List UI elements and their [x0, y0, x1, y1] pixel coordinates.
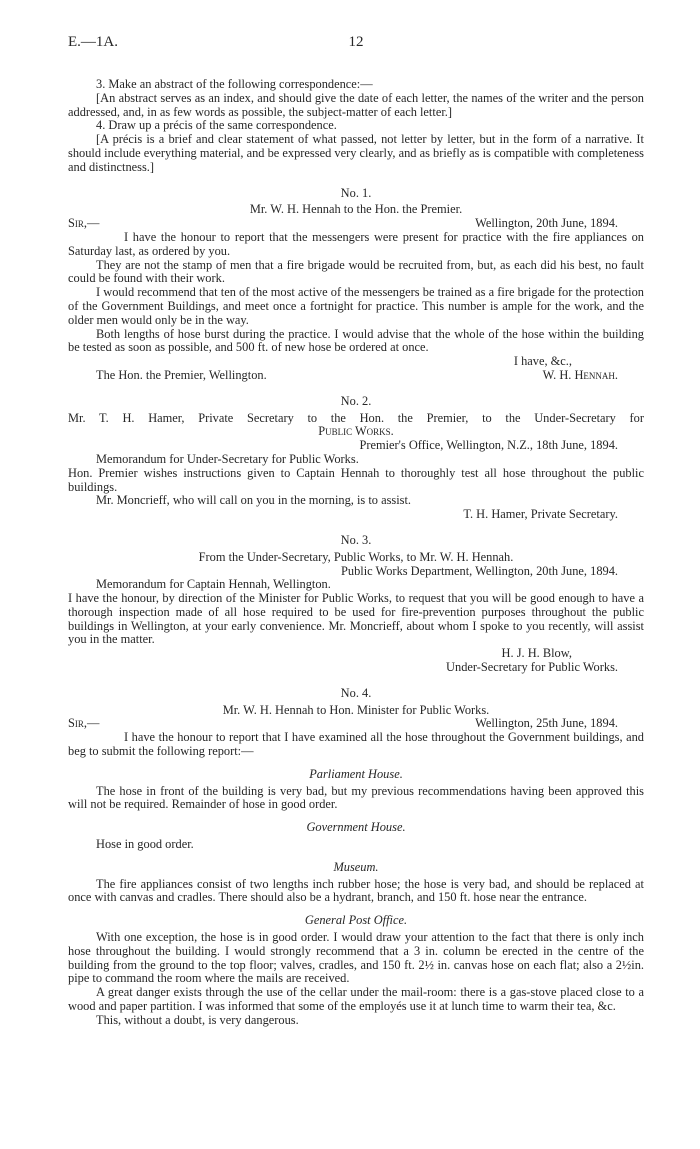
section-text: The hose in front of the building is very bad, but my previous recommendations having been approved this will not be required. Remainder of hose in good order. — [68, 783, 644, 812]
letter-2-number: No. 2. — [340, 393, 372, 408]
letter-1-number: No. 1. — [340, 185, 372, 200]
letter-1-paragraph: I would recommend that ten of the most active of the messengers be trained as a fire brigade for the protection of the Government Buildings, and meet once a fortnight for practice. This number is ample for the work, and the older men would only be in the way. — [68, 285, 644, 327]
letter-3-place-date: Public Works Department, Wellington, 20th June, 1894. — [341, 563, 618, 578]
series-reference: E.—1A. — [68, 34, 118, 50]
section-title: Museum. — [333, 859, 379, 874]
letter-1-addressee: The Hon. the Premier, Wellington. — [96, 367, 267, 382]
letter-3-signature: H. J. H. Blow, — [501, 646, 572, 661]
letter-2-memo: Memorandum for Under-Secretary for Public Works. — [96, 451, 359, 466]
letter-4-intro: I have the honour to report that I have examined all the hose throughout the Government buildings, and beg to submit the following report:— — [68, 730, 644, 759]
letter-1-signoff-row — [68, 369, 644, 383]
letter-4-number: No. 4. — [340, 685, 372, 700]
letter-1-paragraph: I have the honour to report that the messengers were present for practice with the fire appliances on Saturday last, as ordered by you. — [68, 229, 644, 258]
section-title: General Post Office. — [304, 913, 408, 928]
letter-3-memo: Memorandum for Captain Hennah, Wellington. — [96, 577, 331, 592]
letter-1-paragraph: Both lengths of hose burst during the practice. I would advise that the whole of the hose within the building be tested as soon as possible, and 500 ft. of new hose be ordered at once. — [68, 326, 644, 355]
letter-2-paragraph: Hon. Premier wishes instructions given to Captain Hennah to thoroughly test all hose throughout the public buildings. — [68, 465, 644, 494]
letter-1-closing: I have, &c., — [513, 354, 572, 369]
letter-1-paragraph: They are not the stamp of men that a fire brigade would be recruited from, but, as each did his best, no fault could be found with their work. — [68, 257, 644, 286]
letter-4-salutation-row — [68, 717, 644, 731]
section-title: Parliament House. — [309, 766, 403, 781]
letter-4-salutation: Sir,— — [68, 716, 100, 731]
letter-2-place-date: Premier's Office, Wellington, N.Z., 18th June, 1894. — [359, 438, 618, 453]
letter-1-heading: Mr. W. H. Hennah to the Hon. the Premier. — [249, 202, 463, 217]
letter-1-signature: W. H. Hennah. — [542, 367, 618, 382]
instruction-4: 4. Draw up a précis of the same correspondence. — [96, 118, 337, 133]
instruction-3: 3. Make an abstract of the following correspondence:— — [96, 77, 373, 91]
instruction-3-note: [An abstract serves as an index, and should give the date of each letter, the names of the writer and the person addressed, and, in as few words as possible, the subject-matter of each letter.] — [68, 90, 644, 119]
letter-1-salutation-row — [68, 217, 644, 231]
letter-3-paragraph: I have the honour, by direction of the Minister for Public Works, to request that you will be good enough to have a thorough inspection made of all hose required to be used for fire-prevention purposes throughout the public buildings in Wellington, at your early convenience. Mr. Moncrieff, about whom I spoke to you recently, will assist you in the matter. — [68, 591, 644, 647]
section-title: Government House. — [306, 820, 406, 835]
letter-2-heading-line2: Public Works. — [318, 424, 394, 439]
letter-1-place-date: Wellington, 20th June, 1894. — [475, 216, 618, 231]
letter-3-heading: From the Under-Secretary, Public Works, to Mr. W. H. Hennah. — [198, 549, 514, 564]
letter-2-signature: T. H. Hamer, Private Secretary. — [463, 507, 618, 522]
letter-2-paragraph: Mr. Moncrieff, who will call on you in the morning, is to assist. — [96, 493, 412, 508]
page-number: 12 — [348, 34, 364, 50]
instruction-4-note: [A précis is a brief and clear statement of what passed, not letter by letter, but in the form of a narrative. It should include everything material, and be expressed very clearly, and as briefly as is compatible with completeness and distinctness.] — [68, 132, 644, 174]
letter-1-salutation: Sir,— — [68, 216, 100, 231]
section-text: The fire appliances consist of two lengths inch rubber hose; the hose is very bad, and should be replaced at once with canvas and cradles. There should also be a hydrant, branch, and 150 ft. hose near the entrance. — [68, 876, 644, 905]
letter-3-signature-title: Under-Secretary for Public Works. — [446, 660, 618, 675]
letter-4-heading: Mr. W. H. Hennah to Hon. Minister for Public Works. — [222, 702, 490, 717]
section-text: With one exception, the hose is in good order. I would draw your attention to the fact that there is only inch hose throughout the building. I would strongly recommend that a 3 in. column be erected in the centre of the building from the ground to the top floor; valves, cradles, and 150 ft. 2½ in. canvas hose on each flat; also a 2½in. pipe to command the room where the mails are received. — [68, 930, 644, 986]
page-header — [68, 36, 644, 58]
letter-4-final-paragraph: This, without a doubt, is very dangerous. — [96, 1012, 299, 1027]
letter-2-heading-line1: Mr. T. H. Hamer, Private Secretary to the Hon. the Premier, to the Under-Secretary for — [68, 410, 644, 425]
letter-4-place-date: Wellington, 25th June, 1894. — [475, 716, 618, 731]
section-text: Hose in good order. — [96, 837, 194, 852]
letter-4-danger-paragraph: A great danger exists through the use of the cellar under the mail-room: there is a gas-stove placed close to a wood and paper partition. I was informed that some of the employés use it at lunch time to warm their tea, &c. — [68, 985, 644, 1014]
letter-3-number: No. 3. — [340, 532, 372, 547]
